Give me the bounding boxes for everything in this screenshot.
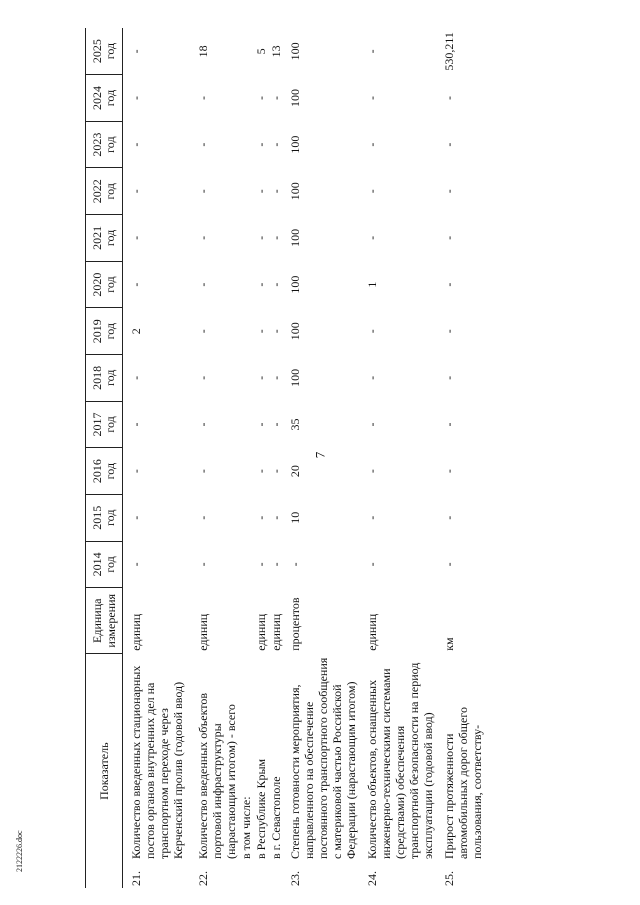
value-cell: 100: [288, 228, 302, 247]
footer-doc-code: 2122226.doc: [15, 830, 24, 872]
unit-cell: [239, 588, 254, 654]
value-cell: 5: [254, 48, 268, 55]
value-cell: 18: [196, 45, 210, 58]
row-number: 25.: [442, 871, 456, 886]
value-cell: -: [269, 329, 283, 334]
header-indicator: Показатель: [86, 654, 123, 888]
value-cell: -: [196, 422, 210, 427]
value-cell: -: [288, 562, 302, 567]
value-cell: [239, 28, 254, 75]
value-cell: -: [129, 96, 143, 100]
value-cell: -: [129, 235, 143, 240]
header-unit: Единица измерения: [86, 588, 123, 654]
value-cell: -: [269, 189, 283, 194]
value-cell: [239, 448, 254, 495]
indicator-cell: в том числе:: [239, 796, 253, 859]
value-cell: 35: [288, 418, 302, 431]
value-cell: -: [365, 469, 379, 474]
value-cell: -: [129, 282, 143, 287]
value-cell: -: [442, 375, 456, 380]
value-cell: 2: [129, 328, 143, 335]
table-row: [123, 28, 187, 888]
value-cell: -: [129, 142, 143, 147]
value-cell: -: [365, 562, 379, 567]
table-row: [436, 28, 485, 888]
value-cell: -: [254, 189, 268, 194]
value-cell: -: [365, 329, 379, 334]
value-cell: 13: [269, 45, 283, 58]
value-cell: -: [365, 96, 379, 100]
header-year: 2018 год: [86, 355, 123, 402]
table-row: [254, 28, 269, 888]
value-cell: -: [254, 329, 268, 334]
value-cell: -: [254, 562, 268, 567]
value-cell: -: [442, 96, 456, 100]
header-year: 2022 год: [86, 168, 123, 215]
indicator-cell: Количество введенных объектов портовой инфраструктуры (нарастающим итогом) - всего: [196, 692, 238, 859]
value-cell: -: [196, 142, 210, 147]
row-number: 24.: [365, 871, 379, 886]
row-number: 21.: [129, 871, 143, 886]
value-cell: -: [442, 562, 456, 567]
value-cell: -: [254, 469, 268, 474]
value-cell: -: [196, 282, 210, 287]
value-cell: -: [269, 375, 283, 380]
unit-cell: единиц: [196, 613, 210, 651]
value-cell: [239, 75, 254, 122]
value-cell: -: [442, 469, 456, 474]
value-cell: -: [365, 189, 379, 194]
value-cell: -: [254, 235, 268, 240]
table-row: [186, 28, 239, 888]
rotated-table-container: [85, 28, 640, 888]
value-cell: -: [254, 96, 268, 100]
value-cell: -: [254, 515, 268, 520]
unit-cell: единиц: [365, 613, 379, 651]
value-cell: -: [129, 562, 143, 567]
indicator-cell: Прирост протяженности автомобильных дорог общего пользования, соответству-: [442, 707, 484, 859]
value-cell: -: [442, 189, 456, 194]
value-cell: -: [196, 329, 210, 334]
value-cell: -: [365, 422, 379, 427]
value-cell: -: [365, 515, 379, 520]
value-cell: -: [129, 515, 143, 520]
value-cell: -: [269, 562, 283, 567]
value-cell: 10: [288, 511, 302, 524]
unit-cell: единиц: [129, 613, 143, 651]
table-header: [86, 28, 123, 888]
value-cell: -: [269, 282, 283, 287]
value-cell: 100: [288, 322, 302, 341]
row-number: [239, 862, 254, 888]
header-year: 2023 год: [86, 121, 123, 168]
value-cell: -: [269, 422, 283, 427]
unit-cell: единиц: [254, 613, 268, 651]
value-cell: -: [269, 235, 283, 240]
value-cell: -: [129, 469, 143, 474]
value-cell: [239, 261, 254, 308]
value-cell: -: [254, 422, 268, 427]
value-cell: -: [196, 562, 210, 567]
value-cell: -: [196, 96, 210, 100]
value-cell: 100: [288, 135, 302, 154]
page-number-text: 7: [312, 451, 327, 459]
value-cell: -: [442, 515, 456, 520]
table-row: [284, 28, 359, 888]
header-year: 2025 год: [86, 28, 123, 75]
value-cell: -: [442, 329, 456, 334]
header-year: 2017 год: [86, 401, 123, 448]
value-cell: -: [129, 189, 143, 194]
value-cell: -: [129, 375, 143, 380]
value-cell: 100: [288, 368, 302, 387]
value-cell: -: [196, 235, 210, 240]
value-cell: [239, 401, 254, 448]
value-cell: 100: [288, 275, 302, 294]
header-year: 2021 год: [86, 215, 123, 262]
value-cell: -: [365, 49, 379, 54]
indicator-cell: Степень готовности мероприятия, направленного на обеспечение постоянного транспортного сообщения с материковой частью Российской Федерации (нарастающим итогом): [288, 657, 358, 859]
value-cell: -: [269, 469, 283, 474]
row-number: [269, 862, 284, 888]
value-cell: [239, 355, 254, 402]
table-body: [123, 28, 486, 888]
unit-cell: процентов: [288, 597, 302, 651]
row-number: 22.: [196, 871, 210, 886]
indicator-cell: в г. Севастополе: [269, 776, 283, 859]
value-cell: -: [442, 422, 456, 427]
table-row: [239, 28, 254, 888]
value-cell: -: [442, 235, 456, 240]
value-cell: -: [365, 375, 379, 380]
header-year: 2014 год: [86, 541, 123, 588]
value-cell: -: [254, 142, 268, 147]
header-year: 2016 год: [86, 448, 123, 495]
header-year: 2019 год: [86, 308, 123, 355]
unit-cell: единиц: [269, 613, 283, 651]
row-number: 23.: [288, 871, 302, 886]
value-cell: 100: [288, 42, 302, 61]
header-year: 2024 год: [86, 75, 123, 122]
unit-cell: км: [442, 637, 456, 651]
indicator-cell: Количество введенных стационарных постов органов внутренних дел на транспортном переходе через Керченский пролив (годовой ввод): [129, 665, 185, 859]
value-cell: [239, 494, 254, 541]
value-cell: -: [129, 422, 143, 427]
value-cell: -: [254, 282, 268, 287]
value-cell: [239, 215, 254, 262]
value-cell: -: [442, 282, 456, 287]
value-cell: 1: [365, 281, 379, 288]
table-row: [269, 28, 284, 888]
value-cell: -: [269, 515, 283, 520]
indicators-table: [85, 28, 485, 888]
value-cell: -: [129, 49, 143, 54]
value-cell: -: [269, 96, 283, 100]
row-number: [254, 862, 269, 888]
value-cell: [239, 308, 254, 355]
header-year: 2020 год: [86, 261, 123, 308]
value-cell: -: [442, 142, 456, 147]
value-cell: -: [269, 142, 283, 147]
value-cell: -: [196, 375, 210, 380]
value-cell: -: [196, 189, 210, 194]
value-cell: 100: [288, 182, 302, 201]
indicator-cell: Количество объектов, оснащенных инженерно-техническими системами (средствами) обеспечения транспортной безопасности на период эксплуатации (годовой ввод): [365, 662, 435, 859]
value-cell: [239, 168, 254, 215]
value-cell: -: [365, 235, 379, 240]
table-row: [359, 28, 436, 888]
value-cell: [239, 121, 254, 168]
value-cell: 100: [288, 89, 302, 107]
value-cell: 20: [288, 465, 302, 478]
header-year: 2015 год: [86, 494, 123, 541]
value-cell: -: [196, 515, 210, 520]
value-cell: [239, 541, 254, 588]
value-cell: -: [196, 469, 210, 474]
indicator-cell: в Республике Крым: [254, 758, 268, 859]
value-cell: 530,211: [442, 32, 456, 71]
value-cell: -: [254, 375, 268, 380]
value-cell: -: [365, 142, 379, 147]
